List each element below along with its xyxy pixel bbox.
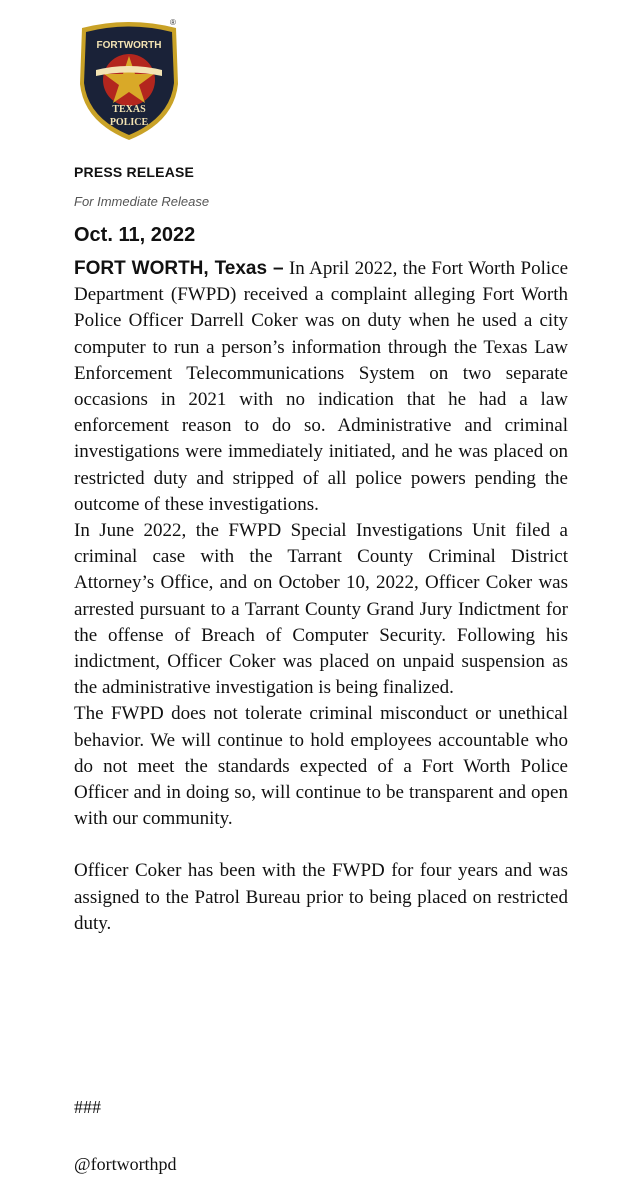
press-release-body [74,256,568,937]
fwpd-badge-logo [74,18,184,142]
release-note: For Immediate Release [74,194,210,209]
end-mark: ### [74,1097,101,1117]
press-release-label: PRESS RELEASE [74,164,195,180]
paragraph-2: In June 2022, the FWPD Special Investigations Unit filed a criminal case with the Tarrant County Criminal District Attorney’s Office, and on October 10, 2022, Officer Coker was arrested pursuant to a Tarrant County Grand Jury Indictment for the offense of Breach of Computer Security. Following his indictment, Officer Coker was placed on unpaid suspension as the administrative investigation is being finalized. [74,520,568,699]
badge-icon [74,18,184,142]
paragraph-4: Officer Coker has been with the FWPD for four years and was assigned to the Patrol Bureau prior to being placed on restricted duty. [74,860,568,934]
badge-middle-text: TEXAS [112,104,146,115]
paragraph-1-text: In April 2022, the Fort Worth Police Department (FWPD) received a complaint alleging Fort Worth Police Officer Darrell Coker was on duty when he used a city computer to run a person’s information through the Texas Law Enforcement Telecommunications System on two separate occasions in 2021 with no indication that he had a law enforcement reason to do so. Administrative and criminal investigations were immediately initiated, and he was placed on restricted duty and stripped of all police powers pending the outcome of these investigations. [74,258,569,515]
badge-top-text: FORTWORTH [96,40,162,51]
paragraph-3: The FWPD does not tolerate criminal misconduct or unethical behavior. We will continue to hold employees accountable who do not meet the standards expected of a Fort Worth Police Officer and in doing so, will continue to be transparent and open with our community. [74,703,568,830]
registered-mark: ® [170,18,176,27]
social-handle: @fortworthpd [74,1154,177,1174]
release-date: Oct. 11, 2022 [74,224,196,246]
badge-bottom-text: POLICE [109,117,149,128]
dateline: FORT WORTH, Texas – [74,258,284,279]
paragraph-1 [74,256,568,518]
